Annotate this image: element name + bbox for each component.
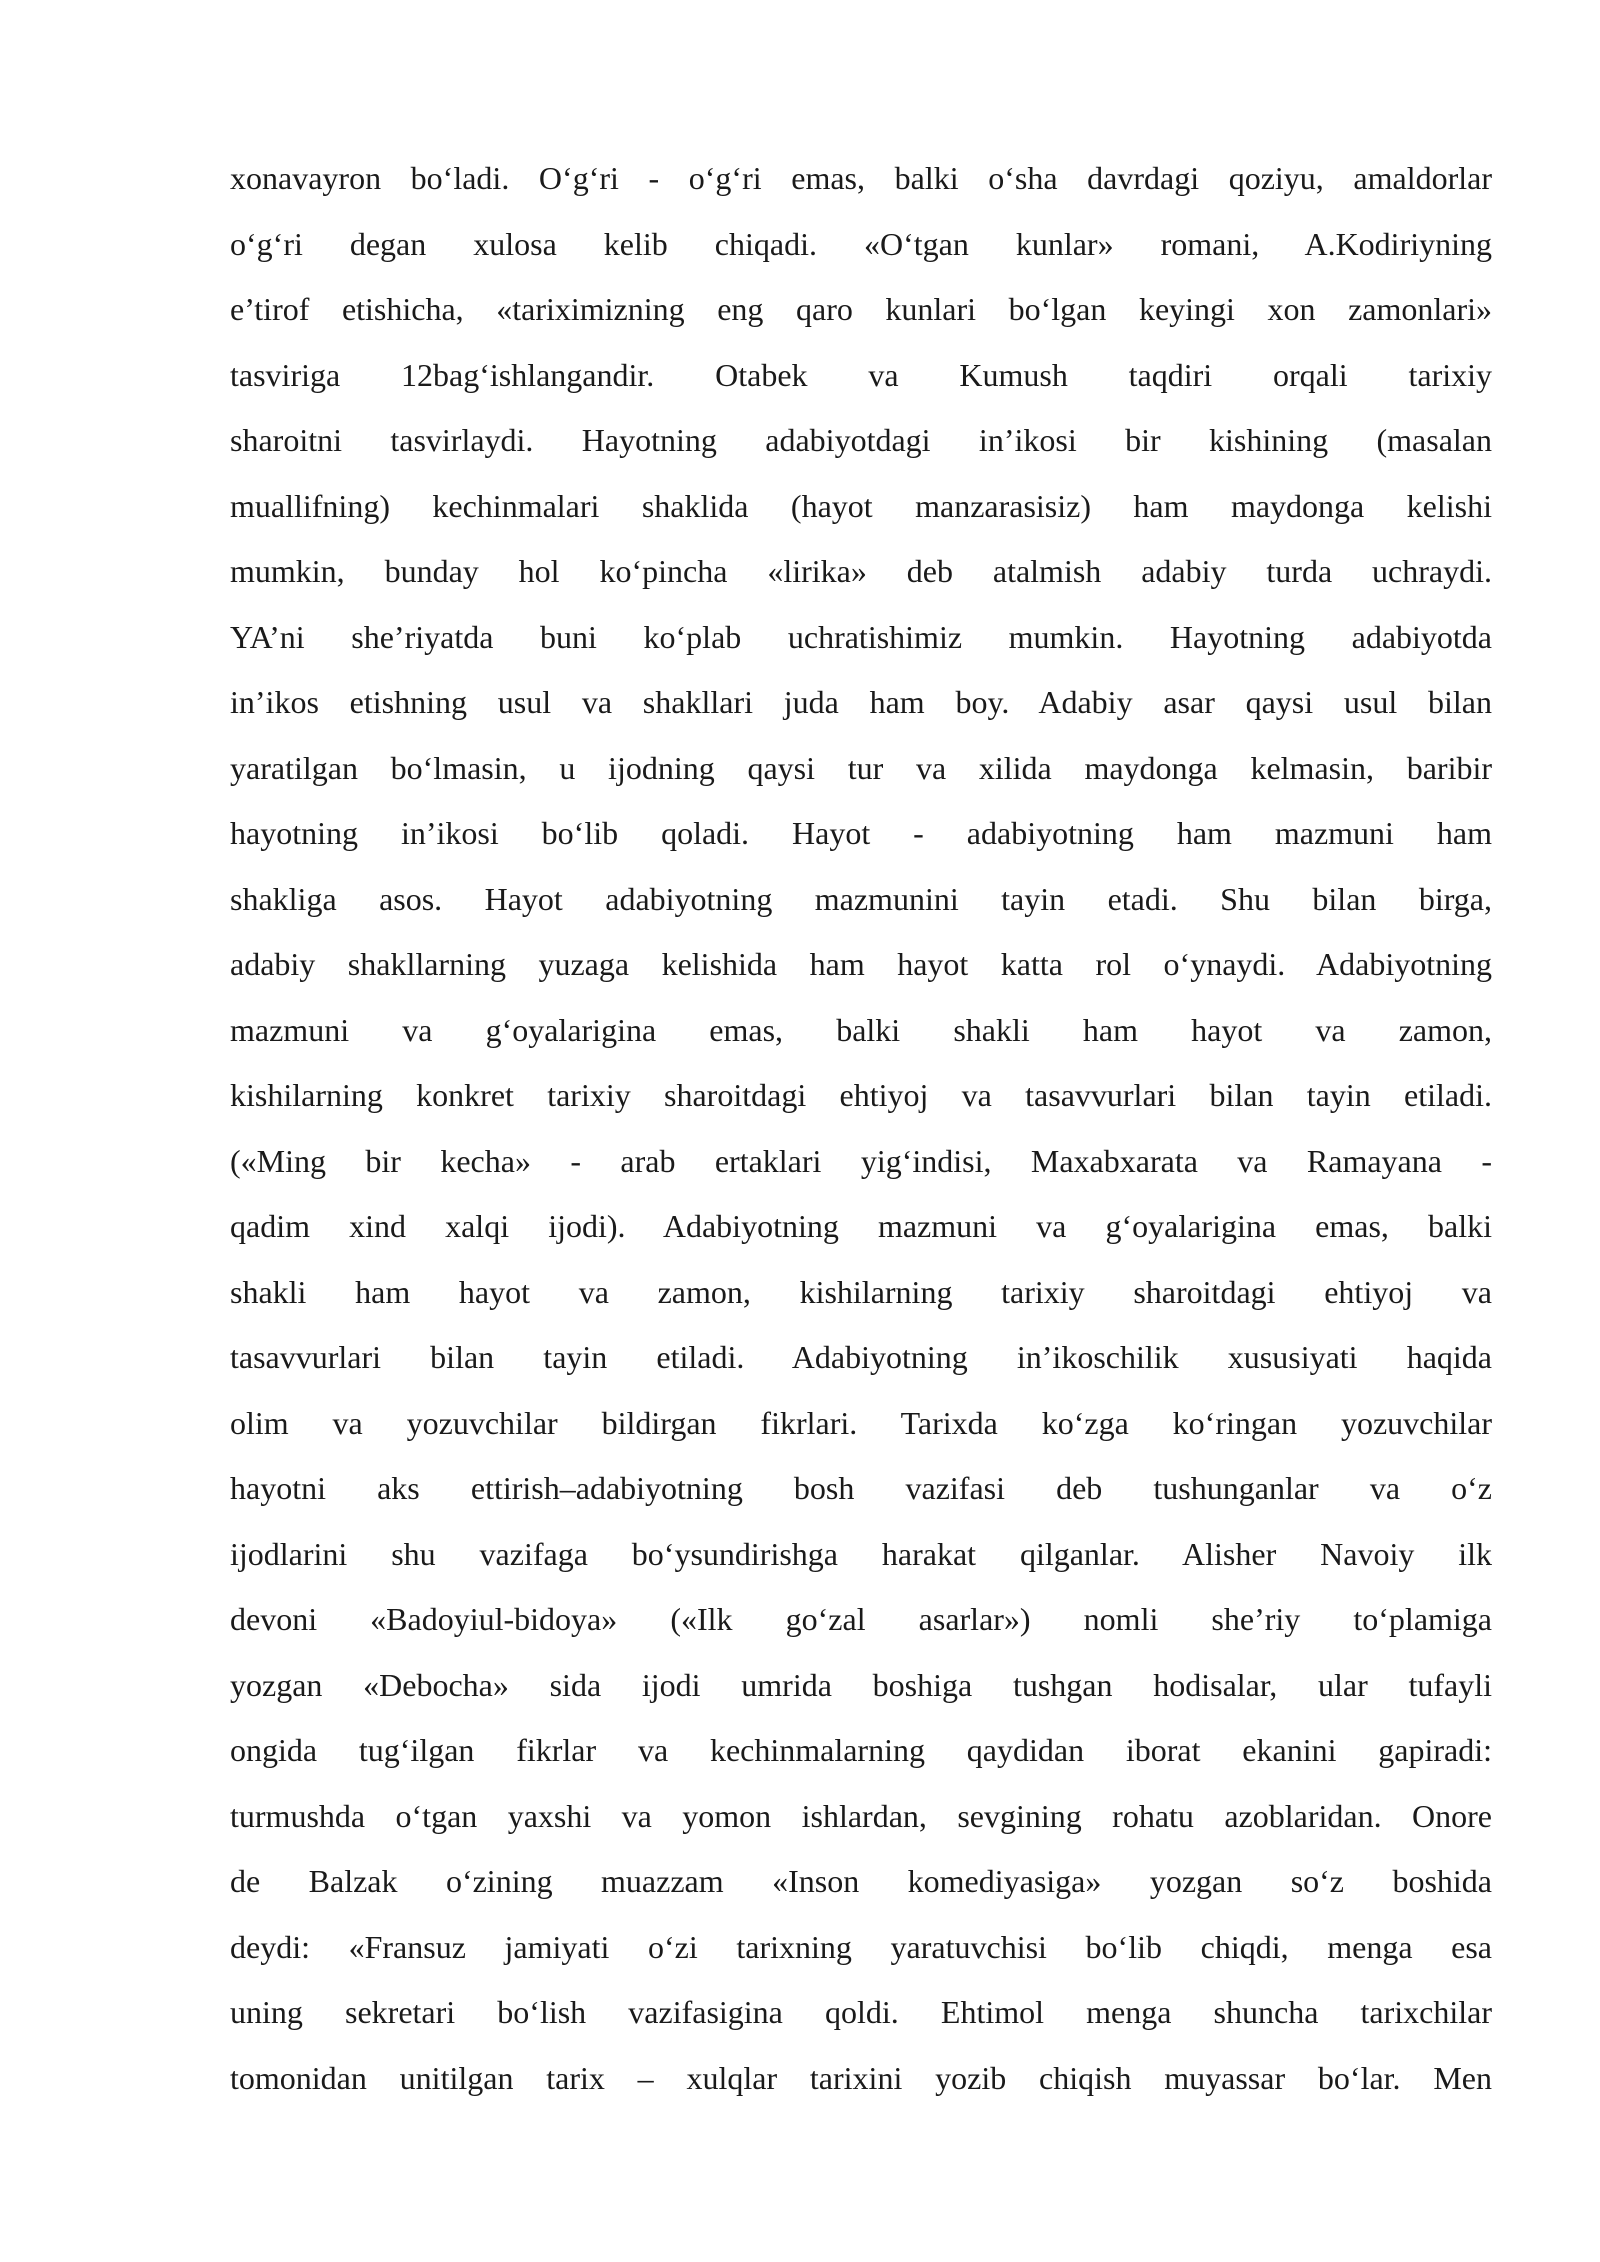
text-line: qadim xind xalqi ijodi). Adabiyotning mazmuni va g‘oyalarigina emas, balki xyxy=(230,1208,1492,1244)
text-line: ijodlarini shu vazifaga bo‘ysundirishga harakat qilganlar. Alisher Navoiy ilk xyxy=(230,1535,1492,1572)
text-line: adabiy shakllarning yuzaga kelishida ham hayot katta rol o‘ynaydi. Adabiyotning xyxy=(230,946,1492,982)
text-line: («Ming bir kecha» - arab ertaklari yig‘indisi, Maxabxarata va Ramayana - xyxy=(230,1142,1492,1179)
text-line: xonavayron bo‘ladi. O‘g‘ri - o‘g‘ri emas, balki o‘sha davrdagi qoziyu, amaldorlar xyxy=(230,160,1492,196)
text-line: ongida tug‘ilgan fikrlar va kechinmalarning qaydidan iborat ekanini gapiradi: xyxy=(230,1732,1492,1768)
text-line: YA’ni she’riyatda buni ko‘plab uchratishimiz mumkin. Hayotning adabiyotda xyxy=(230,618,1492,655)
text-line: kishilarning konkret tarixiy sharoitdagi ehtiyoj va tasavvurlari bilan tayin etiladi. xyxy=(230,1077,1492,1113)
text-line: e’tirof etishicha, «tariximizning eng qaro kunlari bo‘lgan keyingi xon zamonlari» xyxy=(230,291,1492,327)
body-text xyxy=(230,146,1492,2111)
text-line: tasavvurlari bilan tayin etiladi. Adabiyotning in’ikoschilik xususiyati haqida xyxy=(230,1339,1492,1375)
text-line: o‘g‘ri degan xulosa kelib chiqadi. «O‘tgan kunlar» romani, A.Kodiriyning xyxy=(230,225,1492,262)
text-line: in’ikos etishning usul va shakllari juda ham boy. Adabiy asar qaysi usul bilan xyxy=(230,684,1492,720)
text-line: muallifning) kechinmalari shaklida (hayot manzarasisiz) ham maydonga kelishi xyxy=(230,487,1492,524)
text-line: sharoitni tasvirlaydi. Hayotning adabiyotdagi in’ikosi bir kishining (masalan xyxy=(230,422,1492,458)
text-line: turmushda o‘tgan yaxshi va yomon ishlardan, sevgining rohatu azoblaridan. Onore xyxy=(230,1797,1492,1834)
text-line: deydi: «Fransuz jamiyati o‘zi tarixning yaratuvchisi bo‘lib chiqdi, menga esa xyxy=(230,1928,1492,1965)
text-line: hayotning in’ikosi bo‘lib qoladi. Hayot - adabiyotning ham mazmuni ham xyxy=(230,815,1492,851)
text-line: de Balzak o‘zining muazzam «Inson komediyasiga» yozgan so‘z boshida xyxy=(230,1863,1492,1899)
text-line: shakliga asos. Hayot adabiyotning mazmunini tayin etadi. Shu bilan birga, xyxy=(230,880,1492,917)
text-line: yozgan «Debocha» sida ijodi umrida boshiga tushgan hodisalar, ular tufayli xyxy=(230,1666,1492,1703)
text-line: olim va yozuvchilar bildirgan fikrlari. Tarixda ko‘zga ko‘ringan yozuvchilar xyxy=(230,1404,1492,1441)
text-line: uning sekretari bo‘lish vazifasigina qoldi. Ehtimol menga shuncha tarixchilar xyxy=(230,1994,1492,2030)
text-line: mazmuni va g‘oyalarigina emas, balki shakli ham hayot va zamon, xyxy=(230,1011,1492,1048)
text-line: mumkin, bunday hol ko‘pincha «lirika» deb atalmish adabiy turda uchraydi. xyxy=(230,553,1492,589)
text-line: tasviriga 12bag‘ishlangandir. Otabek va Kumush taqdiri orqali tarixiy xyxy=(230,356,1492,393)
text-line: shakli ham hayot va zamon, kishilarning tarixiy sharoitdagi ehtiyoj va xyxy=(230,1273,1492,1310)
text-line: hayotni aks ettirish–adabiyotning bosh vazifasi deb tushunganlar va o‘z xyxy=(230,1470,1492,1506)
text-line: devoni «Badoyiul-bidoya» («Ilk go‘zal asarlar») nomli she’riy to‘plamiga xyxy=(230,1601,1492,1637)
text-line: tomonidan unitilgan tarix – xulqlar tarixini yozib chiqish muyassar bo‘lar. Men xyxy=(230,2059,1492,2096)
text-line: yaratilgan bo‘lmasin, u ijodning qaysi tur va xilida maydonga kelmasin, baribir xyxy=(230,749,1492,786)
